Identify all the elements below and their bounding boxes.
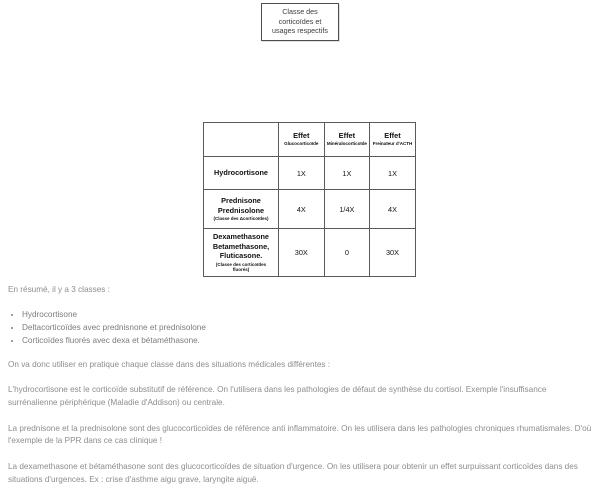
- row-label-hydrocortisone: [204, 157, 279, 190]
- usage-intro-paragraph: On va donc utiliser en pratique chaque classe dans des situations médicales différentes :: [8, 359, 331, 369]
- classes-bullet-list: [8, 308, 592, 348]
- header-cell-freinateur-acth: [370, 123, 416, 157]
- cell-dexamethasone-acth: 30X: [370, 229, 416, 277]
- table-row: [204, 190, 416, 229]
- title-box-container: [0, 0, 600, 41]
- spacer: [8, 410, 592, 423]
- list-item: • Deltacorticoïdes avec prednisnone et prednisolone: [22, 321, 592, 334]
- title-line-3: usages respectifs: [272, 26, 328, 36]
- cell-dexamethasone-mineralo: 0: [324, 229, 370, 277]
- cell-hydrocortisone-gluco: 1X: [279, 157, 325, 190]
- table-body: [204, 157, 416, 277]
- header-main-glucocorticoide: Effet: [293, 131, 310, 141]
- table-header: [204, 123, 416, 157]
- spacer: [8, 448, 592, 461]
- spacer: [8, 371, 592, 384]
- list-item: • Hydrocortisone: [22, 308, 592, 321]
- cell-prednisone-acth: 4X: [370, 190, 416, 229]
- title-line-1: Classe des: [282, 7, 318, 16]
- table-row: [204, 157, 416, 190]
- header-cell-blank: [204, 123, 279, 157]
- spacer: [8, 297, 592, 308]
- prednisone-paragraph: La prednisone et la prednisolone sont des glucocorticoïdes de référence anti inflammatoire. On les utilisera dans les pathologies chroniques rhumatismales. D'où l'exemple de la PPR dans ce cas clinique !: [8, 423, 592, 446]
- row-name-text: Prednisone Prednisolone: [217, 196, 265, 215]
- cell-prednisone-gluco: 4X: [279, 190, 325, 229]
- table-row: [204, 229, 416, 277]
- cell-dexamethasone-gluco: 30X: [279, 229, 325, 277]
- row-name-text: Hydrocortisone: [214, 168, 268, 178]
- header-sub-freinateur-acth: Freinateur d'ACTH: [372, 141, 413, 147]
- header-cell-mineralocorticoide: [324, 123, 370, 157]
- spacer: [8, 348, 592, 359]
- row-sub-text: (Classe des Δcorticoïdes): [213, 216, 269, 222]
- header-cell-glucocorticoide: [279, 123, 325, 157]
- summary-intro-paragraph: En résumé, il y a 3 classes :: [8, 285, 110, 294]
- row-label-prednisone: [204, 190, 279, 229]
- header-sub-glucocorticoide: Glucocorticoïde: [284, 141, 319, 147]
- classe-title-box: [261, 3, 339, 41]
- title-line-2: corticoïdes et: [278, 16, 322, 26]
- row-sub-text: (Classe des corticoïdes fluorés): [215, 261, 267, 273]
- header-sub-mineralocorticoide: Minéralocorticoïde: [326, 141, 367, 147]
- cell-hydrocortisone-acth: 1X: [370, 157, 416, 190]
- header-main-mineralocorticoide: Effet: [338, 131, 356, 141]
- dexamethasone-paragraph: La dexamethasone et bétaméthasone sont des glucocorticoïdes de situation d'urgence. On les utilisera pour obtenir un effet surpuissant corticoïdes dans des situations d'urgences. Ex : crise d'asthme aigu grave, laryngite aiguë.: [8, 462, 578, 484]
- list-item: • Corticoïdes fluorés avec dexa et bétaméthasone.: [22, 334, 592, 347]
- row-label-dexamethasone: [204, 229, 279, 277]
- row-name-text: Dexamethasone Betamethasone, Fluticasone.: [212, 232, 270, 261]
- hydrocortisone-paragraph: L'hydrocortisone est le corticoïde substitutif de référence. On l'utilisera dans les pathologies de défaut de synthèse du cortisol. Exemple l'insuffisance surrénalienne périphérique (Maladie d'Addison) ou centrale.: [8, 385, 547, 407]
- corticoid-comparison-table: [203, 122, 416, 277]
- cell-prednisone-mineralo: 1/4X: [324, 190, 370, 229]
- header-main-freinateur-acth: Effet: [384, 131, 401, 141]
- article-content: [0, 284, 600, 486]
- cell-hydrocortisone-mineralo: 1X: [324, 157, 370, 190]
- table-header-row: [204, 123, 416, 157]
